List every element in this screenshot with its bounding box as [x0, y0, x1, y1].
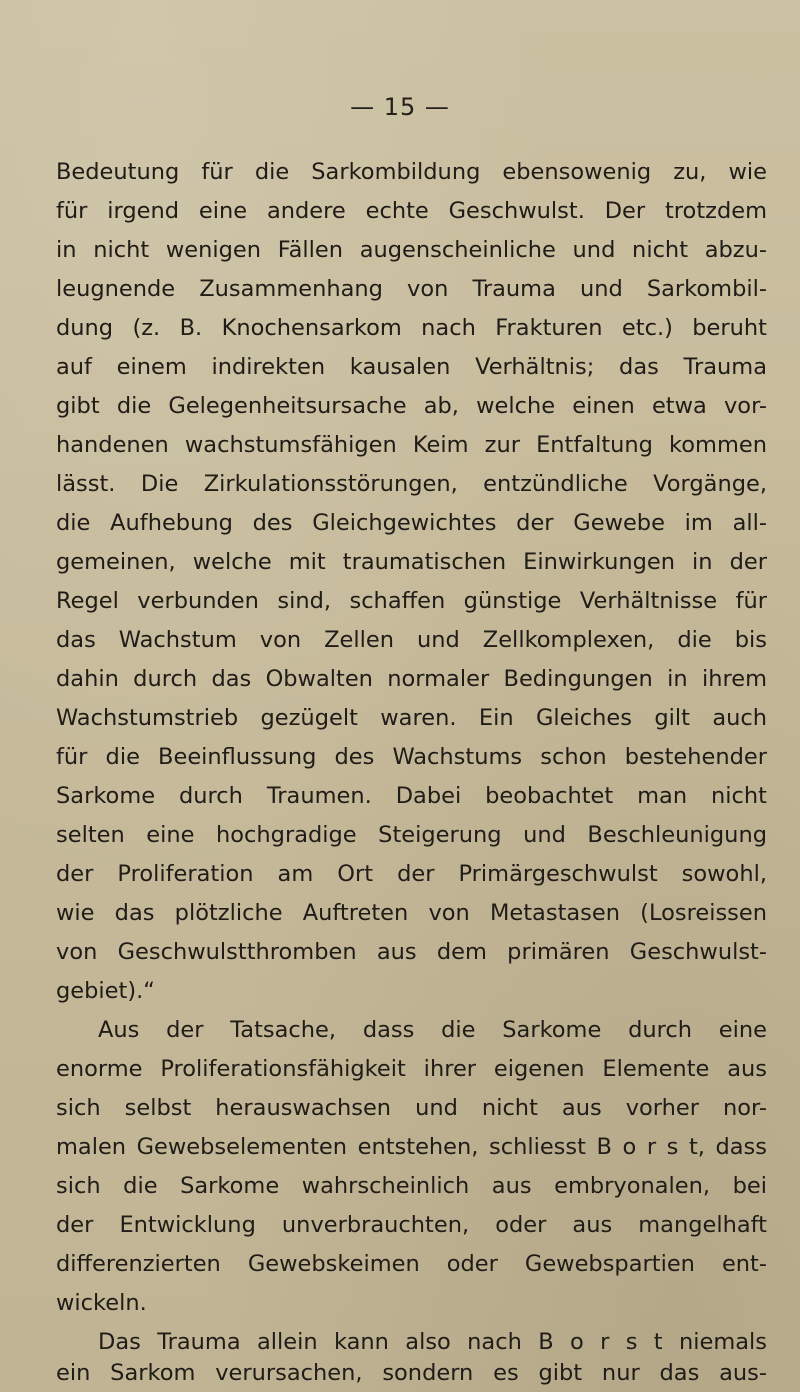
text-line: handenen wachstumsfähigen Keim zur Entfaltung kommen: [56, 432, 767, 458]
text-line: gemeinen, welche mit traumatischen Einwirkungen in der: [56, 549, 767, 575]
text-line: auf einem indirekten kausalen Verhältnis; das Trauma: [56, 354, 767, 380]
text-line: der Entwicklung unverbrauchten, oder aus mangelhaft: [56, 1212, 767, 1238]
text-line: dung (z. B. Knochensarkom nach Frakturen etc.) beruht: [56, 315, 767, 341]
text-line: für irgend eine andere echte Geschwulst. Der trotzdem: [56, 198, 767, 224]
text-line: Wachstumstrieb gezügelt waren. Ein Gleiches gilt auch: [56, 705, 767, 731]
text-line: wie das plötzliche Auftreten von Metastasen (Losreissen: [56, 900, 767, 926]
text-line: sich die Sarkome wahrscheinlich aus embryonalen, bei: [56, 1173, 767, 1199]
text-line: differenzierten Gewebskeimen oder Gewebspartien ent-: [56, 1251, 767, 1277]
text-line: Regel verbunden sind, schaffen günstige Verhältnisse für: [56, 588, 767, 614]
text-line: von Geschwulstthromben aus dem primären Geschwulst-: [56, 939, 767, 965]
text-line: Sarkome durch Traumen. Dabei beobachtet man nicht: [56, 783, 767, 809]
text-line: Aus der Tatsache, dass die Sarkome durch eine: [98, 1017, 767, 1043]
text-line: malen Gewebselementen entstehen, schliesst B o r s t, dass: [56, 1134, 767, 1160]
text-line: sich selbst herauswachsen und nicht aus vorher nor-: [56, 1095, 767, 1121]
text-line: der Proliferation am Ort der Primärgeschwulst sowohl,: [56, 861, 767, 887]
text-line: wickeln.: [56, 1290, 147, 1316]
text-line: in nicht wenigen Fällen augenscheinliche und nicht abzu-: [56, 237, 767, 263]
text-line: das Wachstum von Zellen und Zellkomplexen, die bis: [56, 627, 767, 653]
text-line: für die Beeinflussung des Wachstums schon bestehender: [56, 744, 767, 770]
text-line: ein Sarkom verursachen, sondern es gibt nur das aus-: [56, 1360, 767, 1386]
text-line: gebiet).“: [56, 978, 155, 1004]
page-number: — 15 —: [350, 93, 450, 121]
text-line: selten eine hochgradige Steigerung und Beschleunigung: [56, 822, 767, 848]
text-line: dahin durch das Obwalten normaler Bedingungen in ihrem: [56, 666, 767, 692]
text-line: leugnende Zusammenhang von Trauma und Sarkombil-: [56, 276, 767, 302]
text-line: Das Trauma allein kann also nach B o r s t niemals: [98, 1329, 767, 1355]
text-line: Bedeutung für die Sarkombildung ebensowenig zu, wie: [56, 159, 767, 185]
text-line: enorme Proliferationsfähigkeit ihrer eigenen Elemente aus: [56, 1056, 767, 1082]
text-line: lässt. Die Zirkulationsstörungen, entzündliche Vorgänge,: [56, 471, 767, 497]
text-line: die Aufhebung des Gleichgewichtes der Gewebe im all-: [56, 510, 767, 536]
text-line: gibt die Gelegenheitsursache ab, welche einen etwa vor-: [56, 393, 767, 419]
